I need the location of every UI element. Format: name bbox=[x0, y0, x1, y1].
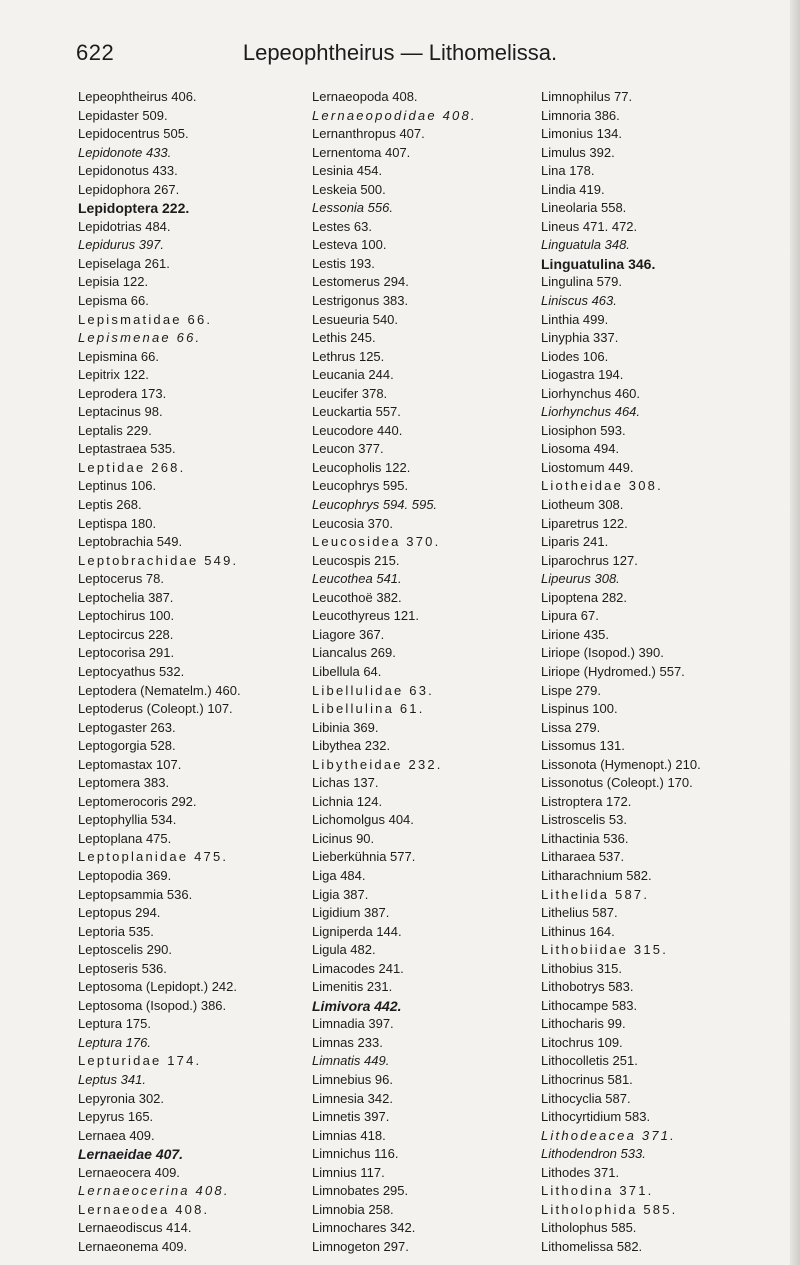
index-column-2 bbox=[312, 88, 552, 1256]
index-entry: Leptura 175. bbox=[78, 1016, 152, 1032]
index-entry: Leptoplanidae 475. bbox=[78, 849, 229, 865]
index-entry: Lestrigonus 383. bbox=[312, 293, 409, 309]
index-entry: Limnetis 397. bbox=[312, 1109, 390, 1125]
index-entry: Leucifer 378. bbox=[312, 385, 388, 401]
index-entry: Lispinus 100. bbox=[541, 701, 618, 717]
running-head: Lepeophtheirus — Lithomelissa. bbox=[242, 40, 558, 65]
index-entry: Leucophrys 595. bbox=[312, 478, 409, 494]
index-entry: Limnobia 258. bbox=[312, 1201, 394, 1217]
index-entry: Liosoma 494. bbox=[541, 441, 620, 457]
index-entry: Lernaeocerina 408. bbox=[78, 1183, 230, 1199]
index-entry: Leptopodia 369. bbox=[78, 867, 172, 883]
index-entry: Lichnia 124. bbox=[312, 793, 383, 809]
index-entry: Leucothoë 382. bbox=[312, 589, 402, 605]
index-entry: Leucothea 541. bbox=[312, 571, 402, 587]
index-entry: Lepidonote 433. bbox=[78, 144, 172, 160]
index-entry: Leucopholis 122. bbox=[312, 459, 411, 475]
index-entry: Leptis 268. bbox=[78, 497, 142, 513]
index-entry: Linguatulina 346. bbox=[541, 255, 656, 272]
index-entry: Liniscus 463. bbox=[541, 293, 617, 309]
index-entry: Lithinus 164. bbox=[541, 923, 615, 939]
index-entry: Liagore 367. bbox=[312, 626, 385, 642]
index-entry: Lepidoptera 222. bbox=[78, 200, 190, 217]
index-entry: Lipoptena 282. bbox=[541, 589, 628, 605]
index-entry: Liotheidae 308. bbox=[541, 478, 663, 494]
index-entry: Leucophrys 594. 595. bbox=[312, 497, 438, 513]
index-entry: Limulus 392. bbox=[541, 144, 615, 160]
index-entry: Lithodes 371. bbox=[541, 1164, 620, 1180]
index-column-3 bbox=[541, 88, 781, 1256]
index-entry: Lineus 471. 472. bbox=[541, 218, 638, 234]
index-entry: Lithocampe 583. bbox=[541, 997, 638, 1013]
index-entry: Leptispa 180. bbox=[78, 515, 157, 531]
index-entry: Lithactinia 536. bbox=[541, 830, 629, 846]
index-entry: Libytheidae 232. bbox=[312, 756, 443, 772]
index-entry: Limnius 117. bbox=[312, 1164, 385, 1180]
index-entry: Liancalus 269. bbox=[312, 645, 396, 661]
index-entry: Libellula 64. bbox=[312, 663, 382, 679]
index-entry: Lissonotus (Coleopt.) 170. bbox=[541, 775, 693, 791]
index-entry: Lepidaster 509. bbox=[78, 107, 168, 123]
index-entry: Limnoria 386. bbox=[541, 107, 620, 123]
index-entry: Limnichus 116. bbox=[312, 1146, 399, 1162]
index-entry: Leucospis 215. bbox=[312, 552, 400, 568]
index-entry: Lernaeocera 409. bbox=[78, 1164, 180, 1180]
index-entry: Lithobotrys 583. bbox=[541, 979, 634, 995]
index-entry: Liosiphon 593. bbox=[541, 422, 626, 438]
index-entry: Ligniperda 144. bbox=[312, 923, 402, 939]
page-number: 622 bbox=[76, 40, 115, 65]
index-entry: Limnadia 397. bbox=[312, 1016, 394, 1032]
index-entry: Lithobiidae 315. bbox=[541, 942, 668, 958]
index-entry: Liorhynchus 464. bbox=[541, 404, 641, 420]
index-entry: Leuckartia 557. bbox=[312, 404, 401, 420]
index-column-1 bbox=[78, 88, 318, 1256]
index-entry: Limnophilus 77. bbox=[541, 89, 633, 104]
index-entry: Linthia 499. bbox=[541, 311, 609, 327]
index-entry: Lernaeidae 407. bbox=[78, 1146, 184, 1163]
index-entry: Leptalis 229. bbox=[78, 422, 152, 438]
index-entry: Lethis 245. bbox=[312, 330, 376, 346]
index-entry: Limnebius 96. bbox=[312, 1071, 393, 1087]
index-entry: Leptoscelis 290. bbox=[78, 942, 172, 958]
index-entry: Leptobrachia 549. bbox=[78, 534, 183, 550]
index-entry: Lirione 435. bbox=[541, 626, 609, 642]
index-entry: Limnochares 342. bbox=[312, 1220, 416, 1236]
index-entry: Litharachnium 582. bbox=[541, 867, 652, 883]
index-entry: Leptochelia 387. bbox=[78, 589, 174, 605]
index-entry: Lernaeodea 408. bbox=[78, 1201, 210, 1217]
index-entry: Liparis 241. bbox=[541, 534, 609, 550]
index-entry: Leprodera 173. bbox=[78, 385, 167, 401]
index-entry: Lithelida 587. bbox=[541, 886, 650, 902]
index-entry: Litharaea 537. bbox=[541, 849, 625, 865]
index-entry: Lingulina 579. bbox=[541, 274, 622, 290]
index-entry: Lispe 279. bbox=[541, 682, 601, 698]
index-entry: Liriope (Hydromed.) 557. bbox=[541, 663, 685, 679]
index-entry: Lestis 193. bbox=[312, 255, 375, 271]
index-entry: Lestes 63. bbox=[312, 218, 372, 234]
index-entry: Lepyrus 165. bbox=[78, 1109, 154, 1125]
index-entry: Lichomolgus 404. bbox=[312, 812, 414, 828]
index-entry: Leucosia 370. bbox=[312, 515, 393, 531]
index-entry: Lithodina 371. bbox=[541, 1183, 654, 1199]
index-entry: Leptophyllia 534. bbox=[78, 812, 177, 828]
index-entry: Leptomera 383. bbox=[78, 775, 170, 791]
index-entry: Lepismina 66. bbox=[78, 348, 159, 364]
index-entry: Linyphia 337. bbox=[541, 330, 619, 346]
index-entry: Liga 484. bbox=[312, 867, 366, 883]
index-entry: Lepidocentrus 505. bbox=[78, 126, 189, 142]
index-entry: Limnogeton 297. bbox=[312, 1238, 409, 1254]
index-entry: Lesinia 454. bbox=[312, 163, 383, 179]
index-entry: Limacodes 241. bbox=[312, 960, 404, 976]
index-entry: Lieberkühnia 577. bbox=[312, 849, 416, 865]
index-entry: Lissonota (Hymenopt.) 210. bbox=[541, 756, 701, 772]
index-entry: Lithocyrtidium 583. bbox=[541, 1109, 651, 1125]
index-entry: Limnas 233. bbox=[312, 1034, 383, 1050]
page-edge bbox=[790, 0, 800, 1265]
page-header bbox=[0, 40, 800, 80]
index-entry: Lernaeonema 409. bbox=[78, 1238, 188, 1254]
index-entry: Liparochrus 127. bbox=[541, 552, 638, 568]
index-entry: Lina 178. bbox=[541, 163, 595, 179]
index-entry: Liparetrus 122. bbox=[541, 515, 628, 531]
index-entry: Lepidonotus 433. bbox=[78, 163, 178, 179]
index-entry: Lithocolletis 251. bbox=[541, 1053, 638, 1069]
index-entry: Lithobius 315. bbox=[541, 960, 622, 976]
index-entry: Limnias 418. bbox=[312, 1127, 386, 1143]
index-entry: Ligula 482. bbox=[312, 942, 376, 958]
index-entry: Listroptera 172. bbox=[541, 793, 632, 809]
index-entry: Lepidurus 397. bbox=[78, 237, 165, 253]
index-entry: Lepisia 122. bbox=[78, 274, 149, 290]
index-entry: Lindia 419. bbox=[541, 181, 605, 197]
index-entry: Ligia 387. bbox=[312, 886, 369, 902]
index-entry: Leptochirus 100. bbox=[78, 608, 175, 624]
index-entry: Leptacinus 98. bbox=[78, 404, 163, 420]
index-entry: Lesueuria 540. bbox=[312, 311, 399, 327]
index-entry: Leptocyathus 532. bbox=[78, 663, 185, 679]
index-entry: Lessonia 556. bbox=[312, 200, 393, 216]
index-entry: Liorhynchus 460. bbox=[541, 385, 641, 401]
index-entry: Lithocyclia 587. bbox=[541, 1090, 631, 1106]
index-entry: Limonius 134. bbox=[541, 126, 622, 142]
index-entry: Leptocircus 228. bbox=[78, 626, 174, 642]
index-entry: Ligidium 387. bbox=[312, 905, 390, 921]
index-entry: Lithodendron 533. bbox=[541, 1146, 646, 1162]
index-entry: Lernentoma 407. bbox=[312, 144, 411, 160]
index-entry: Linguatula 348. bbox=[541, 237, 630, 253]
index-entry: Lichas 137. bbox=[312, 775, 379, 791]
index-entry: Leptopsammia 536. bbox=[78, 886, 193, 902]
index-entry: Leptastraea 535. bbox=[78, 441, 176, 457]
index-entry: Lipeurus 308. bbox=[541, 571, 620, 587]
index-entry: Lepyronia 302. bbox=[78, 1090, 165, 1106]
index-entry: Lissa 279. bbox=[541, 719, 601, 735]
index-entry: Lestomerus 294. bbox=[312, 274, 409, 290]
index-entry: Leptocerus 78. bbox=[78, 571, 165, 587]
index-entry: Lissomus 131. bbox=[541, 738, 625, 754]
index-entry: Lernaea 409. bbox=[78, 1127, 155, 1143]
index-entry: Leptobrachidae 549. bbox=[78, 552, 239, 568]
index-entry: Lepiselaga 261. bbox=[78, 255, 170, 271]
index-entry: Leptura 176. bbox=[78, 1034, 152, 1050]
index-columns bbox=[78, 88, 778, 1254]
index-entry: Limenitis 231. bbox=[312, 979, 393, 995]
index-entry: Leptoderus (Coleopt.) 107. bbox=[78, 701, 233, 717]
index-entry: Lepidophora 267. bbox=[78, 181, 180, 197]
index-entry: Limnatis 449. bbox=[312, 1053, 390, 1069]
index-entry: Limnobates 295. bbox=[312, 1183, 409, 1199]
index-entry: Leptoseris 536. bbox=[78, 960, 167, 976]
index-entry: Leucosidea 370. bbox=[312, 534, 441, 550]
index-entry: Leptocorisa 291. bbox=[78, 645, 175, 661]
index-entry: Leptogaster 263. bbox=[78, 719, 176, 735]
index-entry: Leptus 341. bbox=[78, 1071, 146, 1087]
index-entry: Leptosoma (Isopod.) 386. bbox=[78, 997, 227, 1013]
index-entry: Leptidae 268. bbox=[78, 459, 186, 475]
index-entry: Leptosoma (Lepidopt.) 242. bbox=[78, 979, 237, 995]
index-entry: Lithocrinus 581. bbox=[541, 1071, 633, 1087]
index-entry: Leucon 377. bbox=[312, 441, 384, 457]
index-entry: Lepeophtheirus 406. bbox=[78, 89, 197, 104]
index-entry: Lepisma 66. bbox=[78, 293, 149, 309]
index-entry: Listroscelis 53. bbox=[541, 812, 627, 828]
index-entry: Lepturidae 174. bbox=[78, 1053, 202, 1069]
index-entry: Leskeia 500. bbox=[312, 181, 386, 197]
index-entry: Litholophus 585. bbox=[541, 1220, 637, 1236]
index-entry: Liotheum 308. bbox=[541, 497, 624, 513]
index-entry: Leptomerocoris 292. bbox=[78, 793, 197, 809]
index-entry: Lernaeodiscus 414. bbox=[78, 1220, 192, 1236]
index-entry: Lepismatidae 66. bbox=[78, 311, 213, 327]
index-entry: Limivora 442. bbox=[312, 997, 402, 1014]
index-entry: Lethrus 125. bbox=[312, 348, 385, 364]
index-entry: Liostomum 449. bbox=[541, 459, 634, 475]
index-entry: Leptomastax 107. bbox=[78, 756, 182, 772]
index-entry: Leucothyreus 121. bbox=[312, 608, 419, 624]
index-entry: Liriope (Isopod.) 390. bbox=[541, 645, 664, 661]
index-entry: Lernanthropus 407. bbox=[312, 126, 425, 142]
index-entry: Litholophida 585. bbox=[541, 1201, 678, 1217]
index-entry: Liodes 106. bbox=[541, 348, 609, 364]
index-entry: Lipura 67. bbox=[541, 608, 599, 624]
index-entry: Leucania 244. bbox=[312, 367, 394, 383]
index-entry: Lernaeopoda 408. bbox=[312, 89, 418, 104]
index-entry: Leptodera (Nematelm.) 460. bbox=[78, 682, 241, 698]
index-entry: Liogastra 194. bbox=[541, 367, 624, 383]
index-entry: Leptinus 106. bbox=[78, 478, 157, 494]
index-entry: Lithomelissa 582. bbox=[541, 1238, 643, 1254]
index-entry: Lepismenae 66. bbox=[78, 330, 202, 346]
index-entry: Litochrus 109. bbox=[541, 1034, 623, 1050]
index-entry: Lepitrix 122. bbox=[78, 367, 149, 383]
index-entry: Lernaeopodidae 408. bbox=[312, 107, 477, 123]
index-entry: Lepidotrias 484. bbox=[78, 218, 171, 234]
index-entry: Libythea 232. bbox=[312, 738, 391, 754]
index-entry: Licinus 90. bbox=[312, 830, 375, 846]
index-entry: Leucodore 440. bbox=[312, 422, 403, 438]
index-entry: Libellulina 61. bbox=[312, 701, 425, 717]
index-entry: Lithelius 587. bbox=[541, 905, 618, 921]
index-entry: Lithodeacea 371. bbox=[541, 1127, 676, 1143]
index-entry: Lithocharis 99. bbox=[541, 1016, 626, 1032]
index-entry: Leptoplana 475. bbox=[78, 830, 172, 846]
index-entry: Leptopus 294. bbox=[78, 905, 161, 921]
index-entry: Libellulidae 63. bbox=[312, 682, 434, 698]
index-entry: Libinia 369. bbox=[312, 719, 379, 735]
index-entry: Lineolaria 558. bbox=[541, 200, 627, 216]
index-entry: Lesteva 100. bbox=[312, 237, 387, 253]
index-entry: Leptogorgia 528. bbox=[78, 738, 176, 754]
index-entry: Leptoria 535. bbox=[78, 923, 154, 939]
index-entry: Limnesia 342. bbox=[312, 1090, 393, 1106]
